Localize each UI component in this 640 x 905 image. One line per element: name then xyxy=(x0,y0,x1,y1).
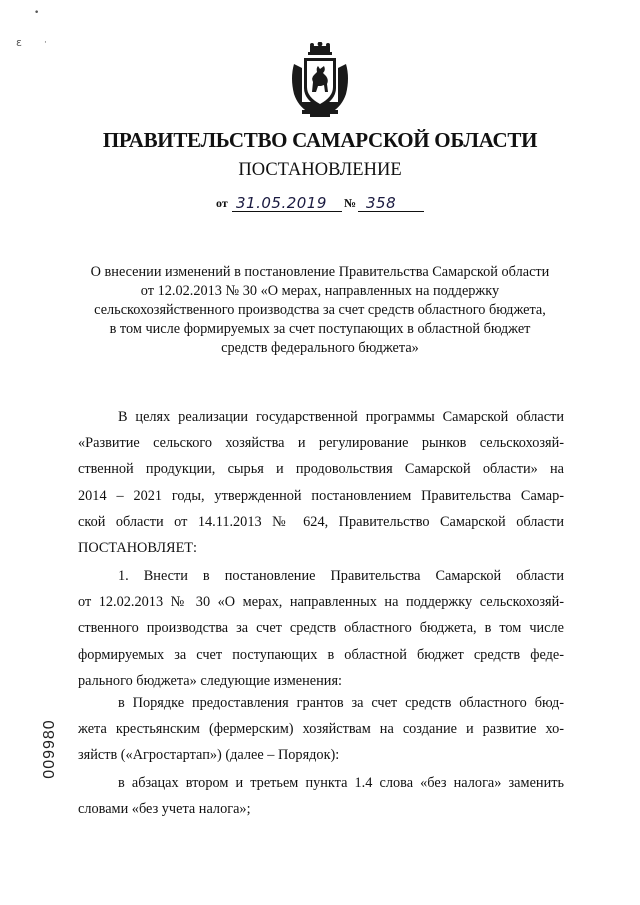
text-line: в абзацах втором и третьем пункта 1.4 слова «без налога» заменить xyxy=(118,775,564,791)
samara-coat-of-arms-icon xyxy=(288,42,352,118)
paragraph-item-1 xyxy=(78,563,564,694)
date-value: 31.05.2019 xyxy=(236,194,327,212)
number-value: 358 xyxy=(366,194,397,212)
registration-number-text: 009980 xyxy=(41,719,58,779)
document-type: ПОСТАНОВЛЕНИЕ xyxy=(238,160,402,180)
text-line: 2014 – 2021 годы, утвержденной постановлением Правительства Самар- xyxy=(78,487,564,504)
text-line: «Развитие сельского хозяйства и регулирование рынков сельскохозяй- xyxy=(78,435,564,452)
text-line: 1. Внести в постановление Правительства Самарской области xyxy=(118,568,564,584)
scan-speck: • xyxy=(34,8,40,18)
text-line: словами «без учета налога»; xyxy=(78,801,251,818)
title-line: О внесении изменений в постановление Правительства Самарской области xyxy=(90,264,550,280)
paragraph-preamble xyxy=(78,404,564,561)
text-line: ственного производства за счет средств областного бюджета, в том числе xyxy=(78,620,564,637)
text-line: ской области от 14.11.2013 № 624, Правительство Самарской области xyxy=(78,513,564,530)
scan-speck: · xyxy=(44,38,47,48)
text-line: от 12.02.2013 № 30 «О мерах, направленных на поддержку сельскохозяй- xyxy=(78,594,564,611)
document-title xyxy=(70,263,570,358)
text-line: формируемых за счет поступающих в областной бюджет средств феде- xyxy=(78,646,564,663)
text-line: в Порядке предоставления грантов за счет средств областного бюд- xyxy=(118,695,564,711)
paragraph-amendment xyxy=(78,770,564,822)
title-line: от 12.02.2013 № 30 «О мерах, направленных на поддержку xyxy=(140,283,500,299)
text-line: ПОСТАНОВЛЯЕТ: xyxy=(78,540,198,557)
government-name: ПРАВИТЕЛЬСТВО САМАРСКОЙ ОБЛАСТИ xyxy=(102,128,538,152)
title-line: средств федерального бюджета» xyxy=(221,340,419,356)
paragraph-grant-order xyxy=(78,690,564,769)
title-line: в том числе формируемых за счет поступающих в областной бюджет xyxy=(109,321,531,337)
text-line: ственной продукции, сырья и продовольствия Самарской области» на xyxy=(78,461,564,478)
number-label: № xyxy=(344,196,357,210)
text-line: зяйств («Агростартап») (далее – Порядок): xyxy=(78,747,340,764)
date-label: от xyxy=(216,196,228,210)
text-line: жета крестьянским (фермерским) хозяйствам на создание и развитие хо- xyxy=(78,721,564,738)
title-line: сельскохозяйственного производства за счет средств областного бюджета, xyxy=(94,302,546,318)
date-number-line xyxy=(216,190,436,214)
text-line: рального бюджета» следующие изменения: xyxy=(78,672,342,689)
registration-number xyxy=(38,712,62,792)
text-line: В целях реализации государственной программы Самарской области xyxy=(118,409,564,425)
scan-speck: ɛ xyxy=(16,36,22,49)
